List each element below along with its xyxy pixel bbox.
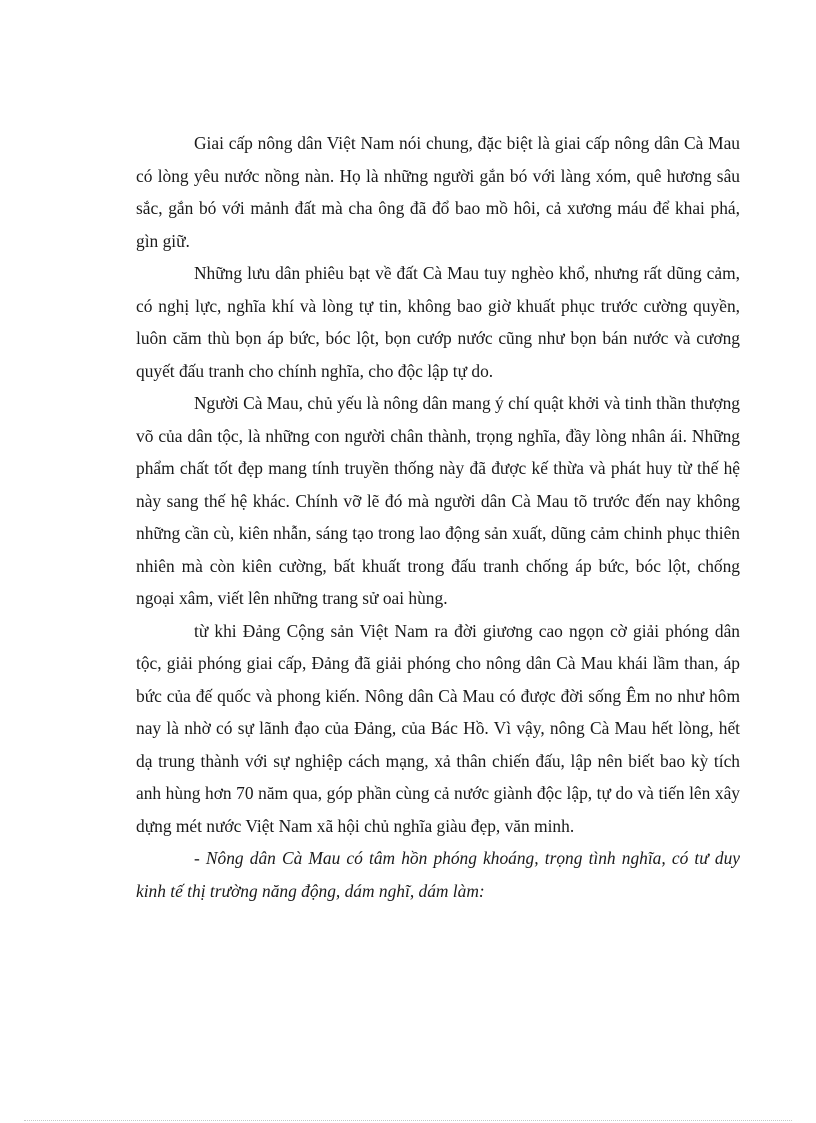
paragraph-2: Những lưu dân phiêu bạt về đất Cà Mau tuy nghèo khổ, nhưng rất dũng cảm, có nghị lực, nghĩa khí và lòng tự tin, không bao giờ khuất phục trước cường quyền, luôn căm thù bọn áp bức, bóc lột, bọn cướp nước cũng như bọn bán nước và cương quyết đấu tranh cho chính nghĩa, cho độc lập tự do. <box>136 263 740 381</box>
paragraph-3: Người Cà Mau, chủ yếu là nông dân mang ý chí quật khởi và tinh thần thượng võ của dân tộc, là những con người chân thành, trọng nghĩa, đầy lòng nhân ái. Những phẩm chất tốt đẹp mang tính truyền thống này đã được kế thừa và phát huy từ thế hệ này sang thế hệ khác. Chính vỡ lẽ đó mà người dân Cà Mau tõ trước đến nay không những cần cù, kiên nhẫn, sáng tạo trong lao động sản xuất, dũng cảm chinh phục thiên nhiên mà còn kiên cường, bất khuất trong đấu tranh chống áp bức, bóc lột, chống ngoại xâm, viết lên những trang sử oai hùng. <box>136 393 740 608</box>
paragraph-1: Giai cấp nông dân Việt Nam nói chung, đặc biệt là giai cấp nông dân Cà Mau có lòng yêu nước nồng nàn. Họ là những người gắn bó với làng xóm, quê hương sâu sắc, gắn bó với mảnh đất mà cha ông đã đổ bao mồ hôi, cả xương máu để khai phá, gìn giữ. <box>136 133 740 251</box>
paragraph-italic-heading: - Nông dân Cà Mau có tâm hồn phóng khoáng, trọng tình nghĩa, có tư duy kinh tế thị trường năng động, dám nghĩ, dám làm: <box>136 848 740 901</box>
document-body <box>136 127 740 907</box>
page-bottom-divider <box>24 1120 792 1121</box>
paragraph-4: từ khi Đảng Cộng sản Việt Nam ra đời giương cao ngọn cờ giải phóng dân tộc, giải phóng giai cấp, Đảng đã giải phóng cho nông dân Cà Mau khái lầm than, áp bức của đế quốc và phong kiến. Nông dân Cà Mau có được đời sống Êm no như hôm nay là nhờ có sự lãnh đạo của Đảng, của Bác Hồ. Vì vậy, nông Cà Mau hết lòng, hết dạ trung thành với sự nghiệp cách mạng, xả thân chiến đấu, lập nên biết bao kỳ tích anh hùng hơn 70 năm qua, góp phần cùng cả nước giành độc lập, tự do và tiến lên xây dựng mét nước Việt Nam xã hội chủ nghĩa giàu đẹp, văn minh. <box>136 620 740 836</box>
